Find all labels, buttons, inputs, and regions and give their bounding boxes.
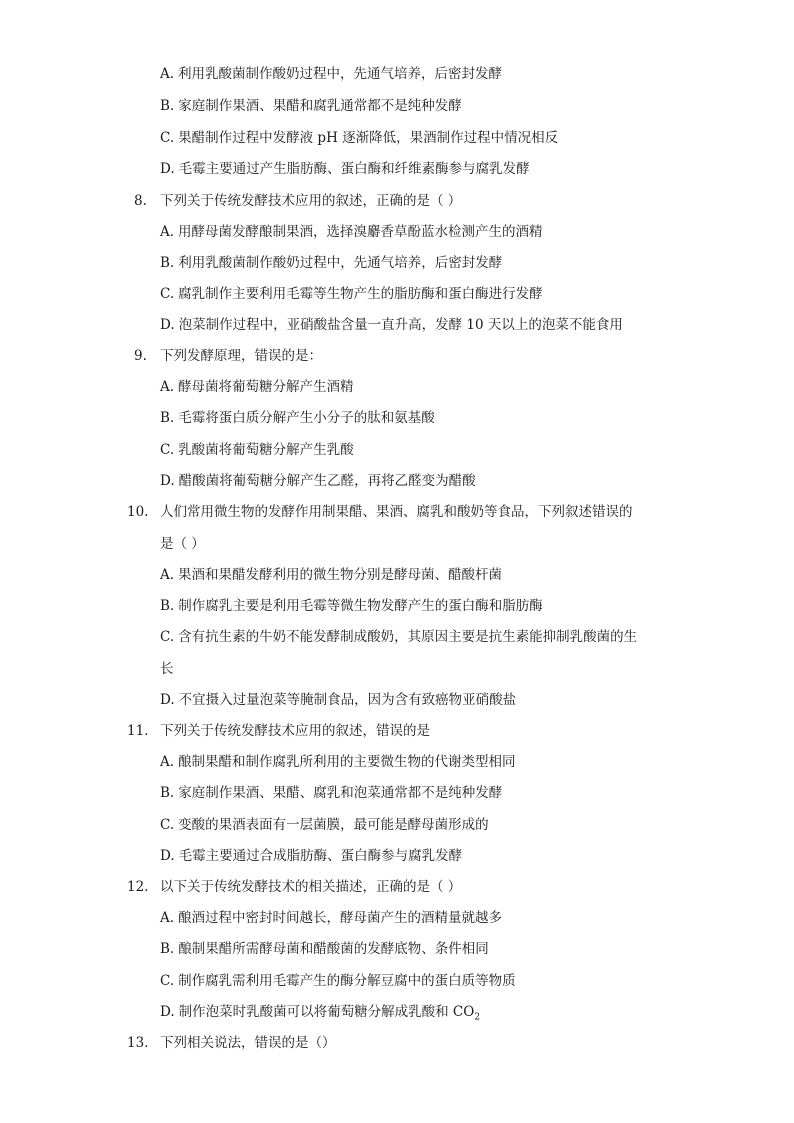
q9-option-a: A. 酵母菌将葡萄糖分解产生酒精: [160, 379, 354, 395]
q8-stem: 下列关于传统发酵技术应用的叙述，正确的是（ ）: [160, 193, 462, 209]
subscript-2: 2: [474, 1012, 481, 1023]
q12-option-c: C. 制作腐乳需利用毛霉产生的酶分解豆腐中的蛋白质等物质: [160, 973, 516, 989]
q10-stem-line1: 人们常用微生物的发酵作用制果醋、果酒、腐乳和酸奶等食品，下列叙述错误的: [160, 504, 633, 520]
q13-stem: 下列相关说法，错误的是（）: [160, 1035, 336, 1051]
q11-stem: 下列关于传统发酵技术应用的叙述，错误的是: [160, 723, 430, 739]
q12-stem: 以下关于传统发酵技术的相关描述，正确的是（ ）: [160, 879, 462, 895]
q10-option-b: B. 制作腐乳主要是利用毛霉等微生物发酵产生的蛋白酶和脂肪酶: [160, 598, 543, 614]
q11-option-b: B. 家庭制作果酒、果醋、腐乳和泡菜通常都不是纯种发酵: [160, 785, 503, 801]
q7-option-b: B. 家庭制作果酒、果醋和腐乳通常都不是纯种发酵: [160, 98, 462, 114]
q9-option-c: C. 乳酸菌将葡萄糖分解产生乳酸: [160, 442, 354, 458]
q9-option-d: D. 醋酸菌将葡萄糖分解产生乙醛，再将乙醛变为醋酸: [160, 473, 476, 489]
q12-option-a: A. 酿酒过程中密封时间越长，酵母菌产生的酒精量就越多: [160, 910, 503, 926]
q12-option-d: D. 制作泡菜时乳酸菌可以将葡萄糖分解成乳酸和 $CO_2$: [160, 1004, 481, 1023]
q12-number: 12.: [127, 879, 149, 895]
q11-option-c: C. 变酸的果酒表面有一层菌膜，最可能是酵母菌形成的: [160, 817, 489, 833]
q9-number: 9.: [134, 348, 147, 364]
q10-option-a: A. 果酒和果醋发酵利用的微生物分别是酵母菌、醋酸杆菌: [160, 567, 503, 583]
q7-option-d: D. 毛霉主要通过产生脂肪酶、蛋白酶和纤维素酶参与腐乳发酵: [160, 161, 530, 177]
q11-number: 11.: [127, 723, 149, 739]
q7-option-a: A. 利用乳酸菌制作酸奶过程中，先通气培养，后密封发酵: [160, 66, 503, 82]
q9-stem: 下列发酵原理，错误的是：: [160, 348, 322, 364]
q7-option-c: C. 果醋制作过程中发酵液 pH 逐渐降低，果酒制作过程中情况相反: [160, 130, 559, 146]
q13-number: 13.: [127, 1035, 149, 1051]
q8-option-a: A. 用酵母菌发酵酿制果酒，选择溴麝香草酚蓝水检测产生的酒精: [160, 224, 543, 240]
q12-option-b: B. 酿制果醋所需酵母菌和醋酸菌的发酵底物、条件相同: [160, 941, 489, 957]
q10-stem-line2: 是（ ）: [160, 536, 205, 552]
q10-option-c: C. 含有抗生素的牛奶不能发酵制成酸奶，其原因主要是抗生素能抑制乳酸菌的生: [160, 629, 638, 645]
q11-option-d: D. 毛霉主要通过合成脂肪酶、蛋白酶参与腐乳发酵: [160, 848, 463, 864]
q10-option-c-continued: 长: [160, 661, 174, 677]
q10-option-d: D. 不宜摄入过量泡菜等腌制食品，因为含有致癌物亚硝酸盐: [160, 692, 517, 708]
q8-number: 8.: [134, 193, 147, 209]
q10-number: 10.: [127, 504, 149, 520]
q8-option-d: D. 泡菜制作过程中，亚硝酸盐含量一直升高，发酵 10 天以上的泡菜不能食用: [160, 317, 623, 333]
q8-option-c: C. 腐乳制作主要利用毛霉等生物产生的脂肪酶和蛋白酶进行发酵: [160, 286, 543, 302]
q8-option-b: B. 利用乳酸菌制作酸奶过程中，先通气培养，后密封发酵: [160, 255, 503, 271]
q9-option-b: B. 毛霉将蛋白质分解产生小分子的肽和氨基酸: [160, 410, 435, 426]
q11-option-a: A. 酿制果醋和制作腐乳所利用的主要微生物的代谢类型相同: [160, 754, 516, 770]
